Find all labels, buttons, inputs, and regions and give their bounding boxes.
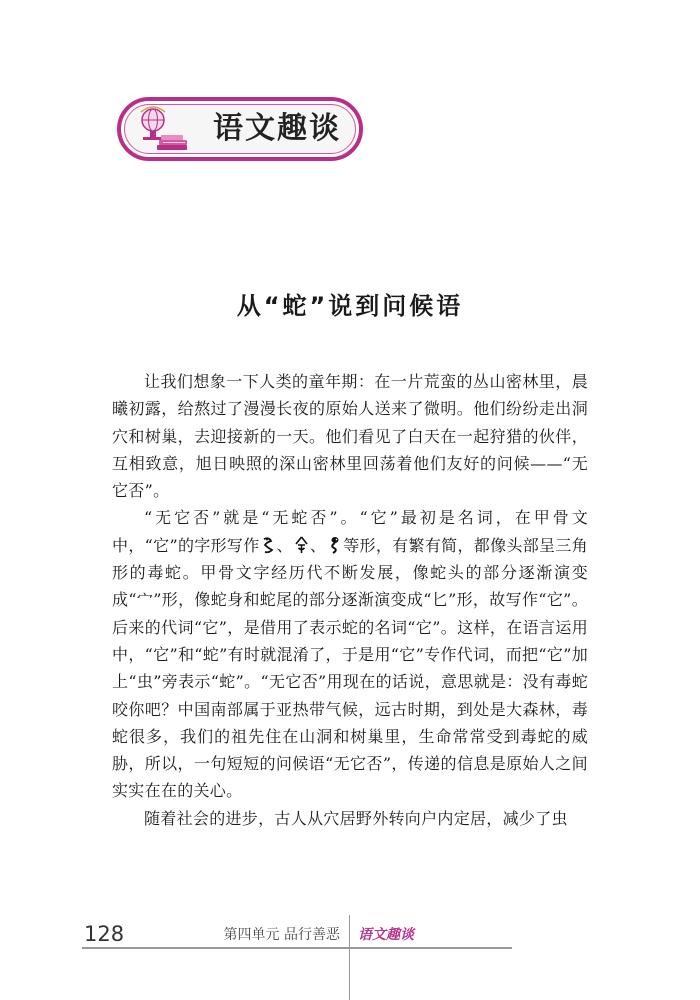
paragraph-1: 让我们想象一下人类的童年期：在一片荒蛮的丛山密林里，晨曦初露，给熬过了漫漫长夜的原始人送来了微明。他们纷纷走出洞穴和树巢，去迎接新的一天。他们看见了白天在一起狩猎的伙伴，互相致意，旭日映照的深山密林里回荡着他们友好的问候——“无它否”。 [112,372,588,501]
section-banner [117,97,363,161]
footer-rule [82,947,512,949]
oracle-bone-glyph-3 [327,536,342,554]
article-heading: 从“蛇”说到问候语 [236,292,464,320]
footer-divider [349,915,350,1000]
oracle-bone-glyph-1 [261,536,276,554]
article-body [112,368,588,832]
section-tag: 语文趣谈 [358,927,414,943]
glyph-separator-1: 、 [276,535,293,555]
banner-title: 语文趣谈 [213,111,341,146]
paragraph-3: 随着社会的进步，古人从穴居野外转向户内定居，减少了虫 [144,808,568,828]
glyph-separator-2: 、 [309,535,327,555]
oracle-bone-glyph-2 [294,536,309,554]
paragraph-2-lead: “无它否”就是“无蛇否”。“它”最初是名词，在甲骨文中，“它”的字形写作 [112,508,588,555]
paragraph-2-continuation: 等形，有繁有简，都像头部呈三角形的毒蛇。甲骨文字经历代不断发展，像蛇头的部分逐渐演变成“宀”形，像蛇身和蛇尾的部分逐渐演变成“匕”形，故写作“它”。后来的代词“它”，是借用了表示蛇的名词“它”。这样，在语言运用中，“它”和“蛇”有时就混淆了，于是用“它”专作代词，而把“它”加上“虫”旁表示“蛇”。“无它否”用现在的话说，意思就是：没有毒蛇咬你吧？中国南部属于亚热带气候，远古时期，到处是大森林，毒蛇很多，我们的祖先住在山洞和树巢里，生命常常受到毒蛇的威胁，所以，一句短短的问候语“无它否”，传递的信息是原始人之间实实在在的关心。 [112,535,588,801]
unit-title: 第四单元 品行善恶 [223,927,340,943]
globe-books-icon [133,103,193,155]
paragraph-2 [112,504,588,804]
page-number: 128 [84,922,125,946]
